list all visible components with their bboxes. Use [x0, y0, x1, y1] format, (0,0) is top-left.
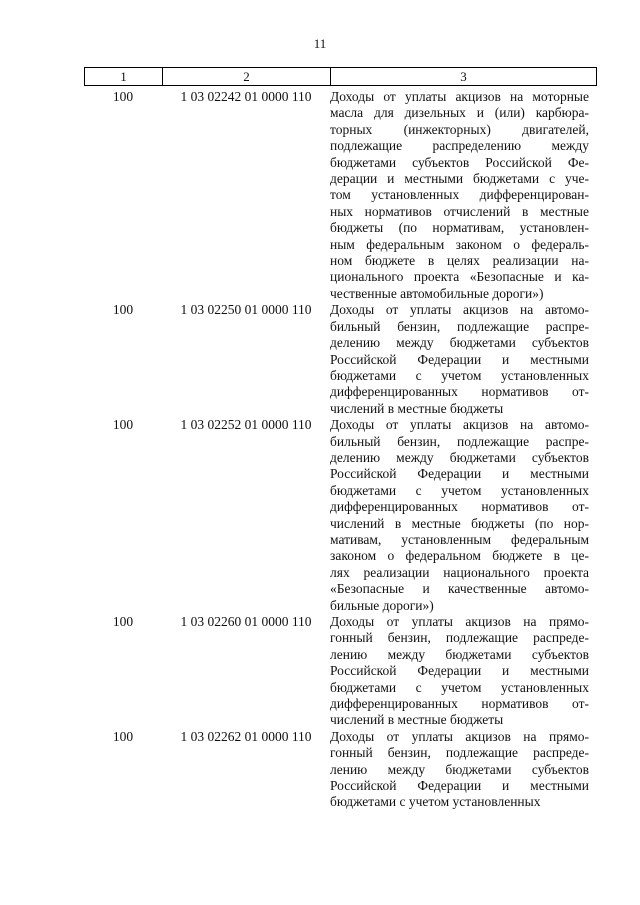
description-line: Доходы от уплаты акцизов на прямо-	[330, 614, 589, 629]
row-admin-code: 100	[112, 417, 134, 433]
description-line: Доходы от уплаты акцизов на автомо-	[330, 302, 589, 318]
description-line: мативам, установленным федеральным	[330, 531, 589, 547]
table-header	[84, 67, 597, 86]
description-line: бильный бензин, подлежащие распре-	[330, 318, 589, 334]
description-line: числений в местные бюджеты	[330, 400, 504, 416]
row-admin-code: 100	[112, 89, 134, 104]
header-col-1: 1	[85, 68, 163, 86]
description-line: Доходы от уплаты акцизов на автомо-	[330, 417, 589, 433]
description-line: ным федеральным законом о федераль-	[330, 236, 589, 252]
description-line: лению между бюджетами субъектов	[330, 761, 589, 777]
description-line: бюджетами с учетом установленных	[330, 367, 589, 383]
description-line: торных (инжекторных) двигателей,	[330, 121, 589, 137]
description-line: ных нормативов отчислений в местные	[330, 203, 589, 219]
description-line: лению между бюджетами субъектов	[330, 646, 589, 662]
description-line: Российской Федерации и местными	[330, 351, 589, 367]
table-body	[84, 89, 596, 811]
description-line: законом о федеральном бюджете в це-	[330, 548, 589, 564]
description-line: бильные дороги»)	[330, 597, 434, 613]
description-line: дифференцированных нормативов от-	[330, 696, 589, 712]
description-line: делению между бюджетами субъектов	[330, 449, 589, 465]
row-budget-code: 1 03 02260 01 0000 110	[180, 614, 312, 629]
description-line: бюджетами с учетом установленных	[330, 482, 589, 498]
description-line: числений в местные бюджеты	[330, 712, 504, 728]
header-col-3: 3	[331, 68, 597, 86]
description-line: числений в местные бюджеты (по нор-	[330, 515, 589, 531]
header-col-2: 2	[163, 68, 331, 86]
row-budget-code: 1 03 02262 01 0000 110	[180, 728, 312, 744]
table-row	[84, 417, 596, 614]
description-line: бюджетами с учетом установленных	[330, 679, 589, 695]
description-line: гонный бензин, подлежащие распреде-	[330, 745, 589, 761]
description-line: масла для дизельных и (или) карбюра-	[330, 105, 589, 121]
description-line: Доходы от уплаты акцизов на прямо-	[330, 728, 589, 744]
description-line: ном бюджете в целях реализации на-	[330, 253, 589, 269]
description-line: Доходы от уплаты акцизов на моторные	[330, 89, 589, 104]
description-line: чественные автомобильные дороги»)	[330, 285, 544, 301]
table-row	[84, 614, 596, 729]
description-line: «Безопасные и качественные автомо-	[330, 581, 589, 597]
description-line: бильный бензин, подлежащие распре-	[330, 433, 589, 449]
table-row	[84, 729, 596, 811]
row-budget-code: 1 03 02252 01 0000 110	[180, 417, 312, 433]
description-line: Российской Федерации и местными	[330, 466, 589, 482]
row-description	[330, 302, 589, 417]
row-budget-code: 1 03 02250 01 0000 110	[180, 302, 312, 318]
row-admin-code: 100	[112, 614, 134, 629]
description-line: Российской Федерации и местными	[330, 663, 589, 679]
table-row	[84, 89, 596, 302]
row-budget-code: 1 03 02242 01 0000 110	[180, 89, 312, 104]
description-line: том установленных дифференцирован-	[330, 187, 589, 203]
row-description	[330, 729, 589, 811]
description-line: подлежащие распределению между	[330, 138, 589, 154]
description-line: дифференцированных нормативов от-	[330, 499, 589, 515]
row-description	[330, 417, 589, 614]
description-line: гонный бензин, подлежащие распреде-	[330, 630, 589, 646]
description-line: Российской Федерации и местными	[330, 778, 589, 794]
row-admin-code: 100	[112, 302, 134, 318]
description-line: бюджеты (по нормативам, установлен-	[330, 220, 589, 236]
page-number: 11	[313, 36, 327, 51]
description-line: делению между бюджетами субъектов	[330, 335, 589, 351]
row-description	[330, 89, 589, 302]
description-line: дифференцированных нормативов от-	[330, 384, 589, 400]
description-line: лях реализации национального проекта	[330, 564, 589, 580]
row-admin-code: 100	[112, 728, 134, 744]
description-line: бюджетами с учетом установленных	[330, 794, 541, 810]
description-line: ционального проекта «Безопасные и ка-	[330, 269, 589, 285]
description-line: бюджетами субъектов Российской Фе-	[330, 154, 589, 170]
table-row	[84, 302, 596, 417]
row-description	[330, 614, 589, 729]
description-line: дерации и местными бюджетами с уче-	[330, 171, 589, 187]
